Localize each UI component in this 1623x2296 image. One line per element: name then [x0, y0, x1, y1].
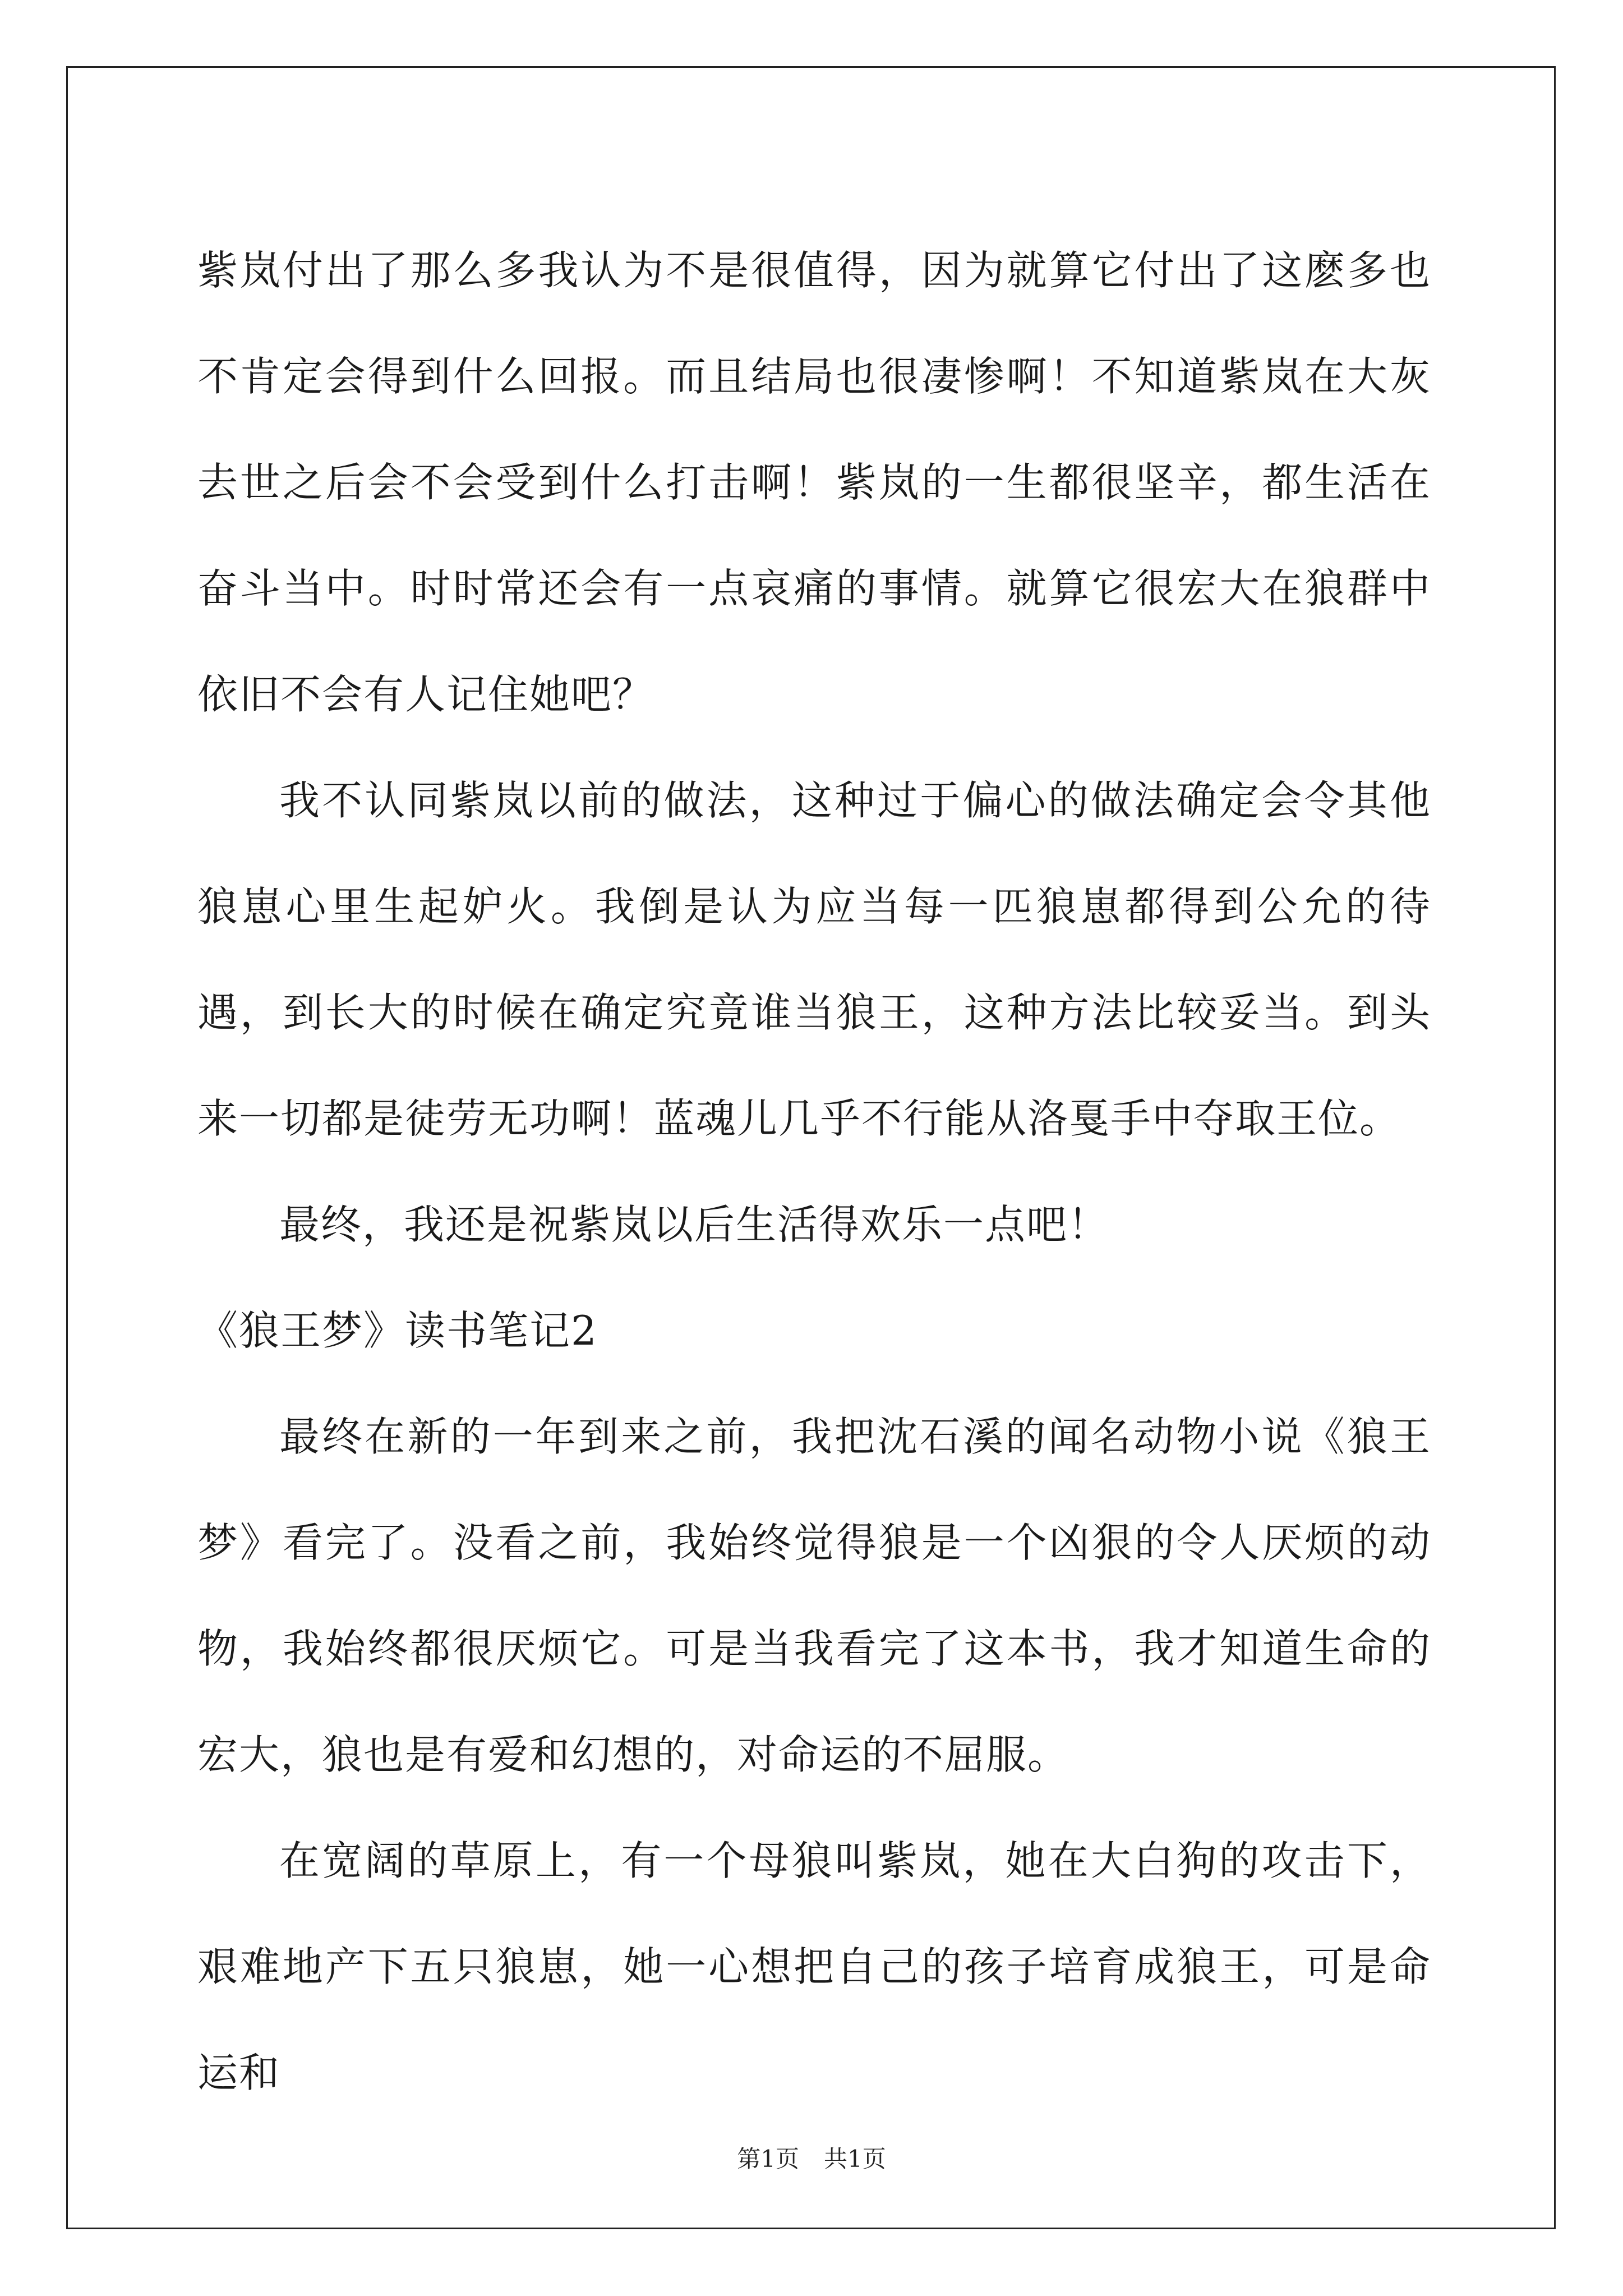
page-number: 第1页 — [737, 2145, 799, 2173]
paragraph-5: 在宽阔的草原上，有一个母狼叫紫岚，她在大白狗的攻击下，艰难地产下五只狼崽，她一心想把自己的孩子培育成狼王，可是命运和 — [197, 1837, 1431, 2096]
document-body — [197, 218, 1431, 2126]
paragraph-3: 最终，我还是祝紫岚以后生活得欢乐一点吧！ — [279, 1201, 1110, 1248]
paragraph-1: 紫岚付出了那么多我认为不是很值得，因为就算它付出了这麽多也不肯定会得到什么回报。而且结局也很凄惨啊！不知道紫岚在大灰去世之后会不会受到什么打击啊！紫岚的一生都很坚辛，都生活在奋斗当中。时时常还会有一点哀痛的事情。就算它很宏大在狼群中依旧不会有人记住她吧？ — [197, 247, 1431, 718]
paragraph-2: 我不认同紫岚以前的做法，这种过于偏心的做法确定会令其他狼崽心里生起妒火。我倒是认为应当每一匹狼崽都得到公允的待遇，到长大的时候在确定究竟谁当狼王，这种方法比较妥当。到头来一切都是徒劳无功啊！蓝魂儿几乎不行能从洛戛手中夺取王位。 — [197, 777, 1431, 1142]
page-footer — [0, 2141, 1623, 2174]
section-heading: 《狼王梦》读书笔记2 — [197, 1307, 598, 1354]
paragraph-4: 最终在新的一年到来之前，我把沈石溪的闻名动物小说《狼王梦》看完了。没看之前，我始终觉得狼是一个凶狠的令人厌烦的动物，我始终都很厌烦它。可是当我看完了这本书，我才知道生命的宏大，狼也是有爱和幻想的，对命运的不屈服。 — [197, 1413, 1431, 1778]
page-total: 共1页 — [824, 2145, 886, 2173]
